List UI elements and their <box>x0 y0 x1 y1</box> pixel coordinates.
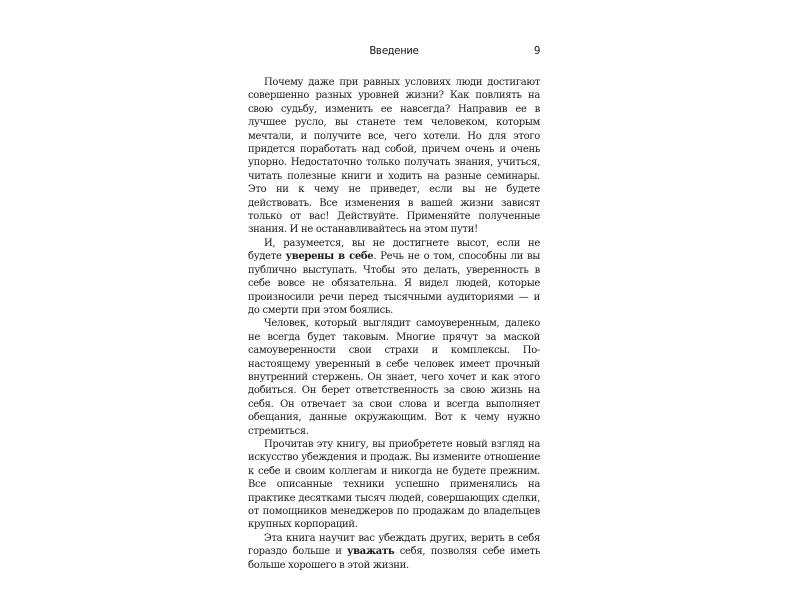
paragraph <box>248 438 540 532</box>
paragraph-text: Почему даже при равных условиях люди достигают совершенно разных уровней жизни? Как повлиять на свою судьбу, изменить ее навсегда? Направив ее в лучшее русло, вы станете тем человеком, которым мечтали, и получите все, чего хотели. Но для этого придется поработать над собой, причем очень и очень упорно. Недостаточно только получать знания, учиться, читать полезные книги и ходить на разные семинары. Это ни к чему не приведет, если вы не будете действовать. Все изменения в вашей жизни зависят только от вас! Действуйте. Применяйте полученные знания. И не останавливайтесь на этом пути! <box>248 77 540 236</box>
paragraph-text: Эта книга научит вас убеждать других, верить в себя гораздо больше и <box>248 532 540 558</box>
paragraph-text: Прочитав эту книгу, вы приобретете новый взгляд на искусство убеждения и продаж. Вы измените отношение к себе и своим коллегам и никогда не будете прежним. Все описанные техники успешно применялись на практике десятками тысяч людей, совершающих сделки, от помощников менеджеров по продажам до владельцев крупных корпораций. <box>248 438 540 531</box>
running-header <box>248 44 540 58</box>
paragraph-text: . Речь не о том, способны ли вы публично выступать. Чтобы это делать, уверенность в себе вовсе не обязательна. Я видел людей, которые произносили речи перед тысячными аудиториями — и до смерти при этом боялись. <box>248 251 540 316</box>
emphasis-text: уверены в себе <box>285 251 374 263</box>
paragraph <box>248 317 540 438</box>
page-number: 9 <box>533 44 540 57</box>
paragraph <box>248 237 540 317</box>
paragraph-text: Человек, который выглядит самоуверенным, далеко не всегда будет таковым. Многие прячут за маской самоуверенности свои страхи и комплексы. По-настоящему уверенный в себе человек имеет прочный внутренний стержень. Он знает, чего хочет и как этого добиться. Он берет ответственность за свою жизнь на себя. Он отвечает за свои слова и всегда выполняет обещания, данные окружающим. Вот к чему нужно стремиться. <box>248 318 540 437</box>
paragraph <box>248 532 540 572</box>
body-text <box>248 76 540 572</box>
chapter-title: Введение <box>369 44 419 57</box>
emphasis-text: уважать <box>347 546 395 558</box>
paragraph-text: И, разумеется, вы не достигнете высот, если не будете <box>248 237 540 263</box>
paragraph-text: себя, позволяя себе иметь больше хорошего в этой жизни. <box>248 546 540 571</box>
paragraph <box>248 76 540 237</box>
